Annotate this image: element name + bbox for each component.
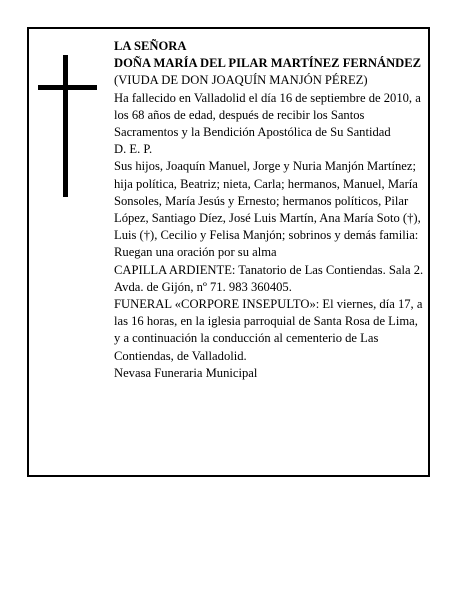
funeral-home: Nevasa Funeraria Municipal — [114, 365, 258, 380]
family-list: Sus hijos, Joaquín Manuel, Jorge y Nuria Manjón Martínez; hija política, Beatriz; nieta, Carla; hermanos, Manuel, María Sonsoles, María Jesús y Ernesto; hermanos políticos, Pilar López, Santiago Díez, José Luis Martín, Ana María Soto (†), Luis (†), Cecilio y Felisa Manjón; sobrinos y demás familia: — [114, 159, 421, 243]
cross-horizontal-bar — [38, 85, 97, 90]
prayer-request: Ruegan una oración por su alma — [114, 245, 277, 260]
death-announcement: Ha fallecido en Valladolid el día 16 de septiembre de 2010, a los 68 años de edad, después de recibir los Santos Sacramentos y la Bendición Apostólica de Su Santidad — [114, 90, 421, 140]
deceased-name: DOÑA MARÍA DEL PILAR MARTÍNEZ FERNÁNDEZ — [114, 56, 422, 71]
chapel-info: CAPILLA ARDIENTE: Tanatorio de Las Contiendas. Sala 2. Avda. de Gijón, nº 71. 983 360405. — [114, 262, 424, 294]
funeral-info: FUNERAL «CORPORE INSEPULTO»: El viernes, día 17, a las 16 horas, en la iglesia parroquial de Santa Rosa de Lima, y a continuación la conducción al cementerio de Las Contiendas, de Valladolid. — [114, 297, 423, 363]
obituary-text-block — [114, 38, 426, 382]
widow-of-line: (VIUDA DE DON JOAQUÍN MANJÓN PÉREZ) — [114, 73, 368, 88]
rip-line: D. E. P. — [114, 142, 153, 157]
notice-title: LA SEÑORA — [114, 39, 187, 53]
cross-vertical-bar — [63, 55, 68, 197]
